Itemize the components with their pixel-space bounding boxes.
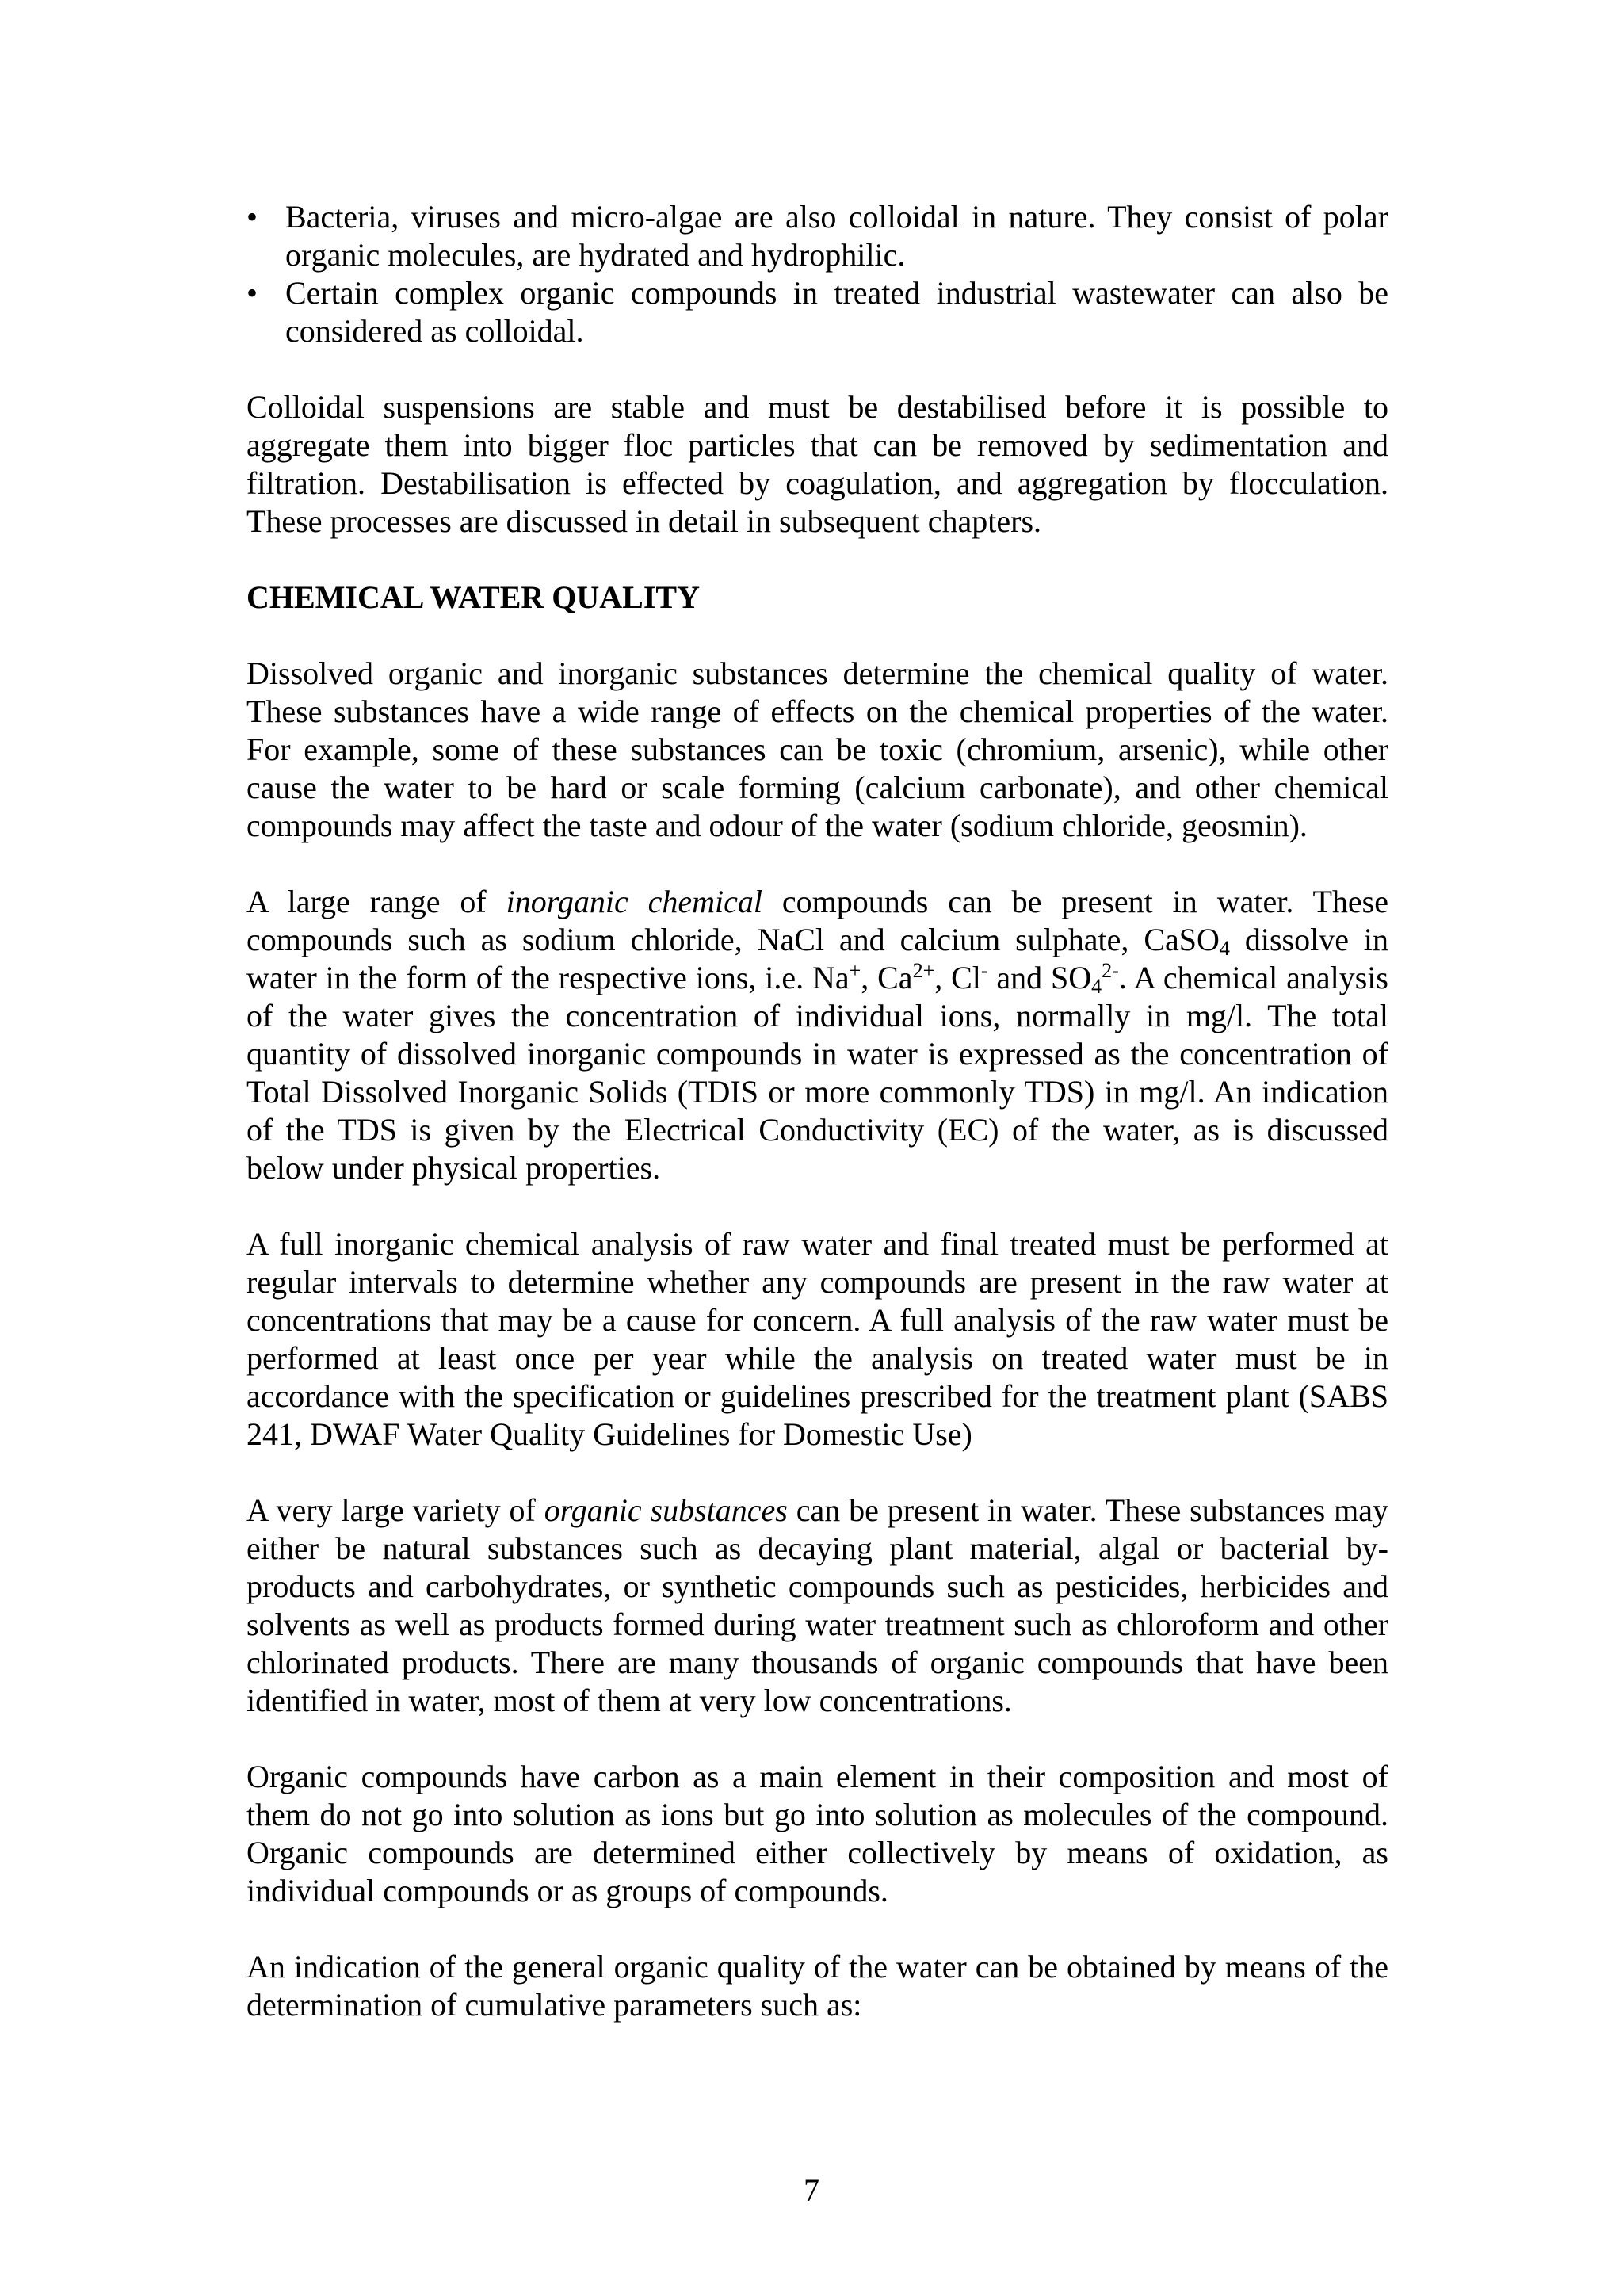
- bullet-item: [246, 274, 1388, 350]
- paragraph-inorganic: [246, 883, 1388, 1187]
- bullet-item: [246, 198, 1388, 274]
- inorganic-text: , Ca: [861, 960, 913, 995]
- subscript: 4: [1219, 937, 1230, 960]
- bullet-text: Certain complex organic compounds in treated industrial wastewater can also be considered as colloidal.: [285, 275, 1388, 349]
- page-number: 7: [804, 2172, 819, 2208]
- superscript: 2-: [1102, 959, 1119, 982]
- superscript: +: [849, 959, 861, 982]
- paragraph-full-analysis: A full inorganic chemical analysis of raw water and final treated must be performed at regular intervals to determine whether any compounds are present in the raw water at concentrations that may be a cause for concern. A full analysis of the raw water must be performed at least once per year while the analysis on treated water must be in accordance with the specification or guidelines prescribed for the treatment plant (SABS 241, DWAF Water Quality Guidelines for Domestic Use): [246, 1226, 1388, 1452]
- inorganic-text: and SO: [987, 960, 1092, 995]
- superscript: -: [980, 959, 988, 982]
- inorganic-text: A large range of: [246, 884, 506, 919]
- bullet-icon: •: [246, 275, 258, 311]
- paragraph-dissolved: Dissolved organic and inorganic substances determine the chemical quality of water. These substances have a wide range of effects on the chemical properties of the water. For example, some of these substances can be toxic (chromium, arsenic), while other cause the water to be hard or scale forming (calcium carbonate), and other chemical compounds may affect the taste and odour of the water (sodium chloride, geosmin).: [246, 655, 1388, 843]
- paragraph-indication: An indication of the general organic quality of the water can be obtained by means of the determination of cumulative parameters such as:: [246, 1949, 1388, 2023]
- inorganic-text: , Cl: [934, 960, 981, 995]
- bullet-list: [246, 198, 1388, 350]
- page-content: [246, 198, 1388, 2024]
- bullet-text: Bacteria, viruses and micro-algae are also colloidal in nature. They consist of polar organic molecules, are hydrated and hydrophilic.: [285, 199, 1388, 273]
- organic-italic: organic substances: [544, 1492, 788, 1528]
- subscript: 4: [1091, 975, 1102, 998]
- superscript: 2+: [912, 959, 935, 982]
- inorganic-text: . A chemical analysis of the water gives the concentration of individual ions, normally in mg/l. The total quantity of dissolved inorganic compounds in water is expressed as the concentration of Total Dissolved Inorganic Solids (TDIS or more commonly TDS) in mg/l. An indication of the TDS is given by the Electrical Conductivity (EC) of the water, as is discussed below under physical properties.: [246, 960, 1388, 1186]
- organic-text: A very large variety of: [246, 1492, 544, 1528]
- inorganic-italic: inorganic chemical: [506, 884, 762, 919]
- inorganic-text: dissolve in water in the form of the respective ions, i.e. Na: [246, 922, 1389, 995]
- paragraph-colloidal: Colloidal suspensions are stable and must be destabilised before it is possible to aggregate them into bigger floc particles that can be removed by sedimentation and filtration. Destabilisation is effected by coagulation, and aggregation by flocculation. These processes are discussed in detail in subsequent chapters.: [246, 389, 1388, 539]
- section-heading: CHEMICAL WATER QUALITY: [246, 579, 700, 615]
- paragraph-organic: [246, 1492, 1388, 1720]
- organic-text: can be present in water. These substances may either be natural substances such as decaying plant material, algal or bacterial by-products and carbohydrates, or synthetic compounds such as pesticides, herbicides and solvents as well as products formed during water treatment such as chloroform and other chlorinated products. There are many thousands of organic compounds that have been identified in water, most of them at very low concentrations.: [246, 1492, 1388, 1718]
- bullet-icon: •: [246, 199, 258, 235]
- inorganic-text: compounds can be present in water. These compounds such as sodium chloride, NaCl and calcium sulphate, CaSO: [246, 884, 1388, 957]
- paragraph-carbon: Organic compounds have carbon as a main element in their composition and most of them do not go into solution as ions but go into solution as molecules of the compound. Organic compounds are determined either collectively by means of oxidation, as individual compounds or as groups of compounds.: [246, 1759, 1388, 1908]
